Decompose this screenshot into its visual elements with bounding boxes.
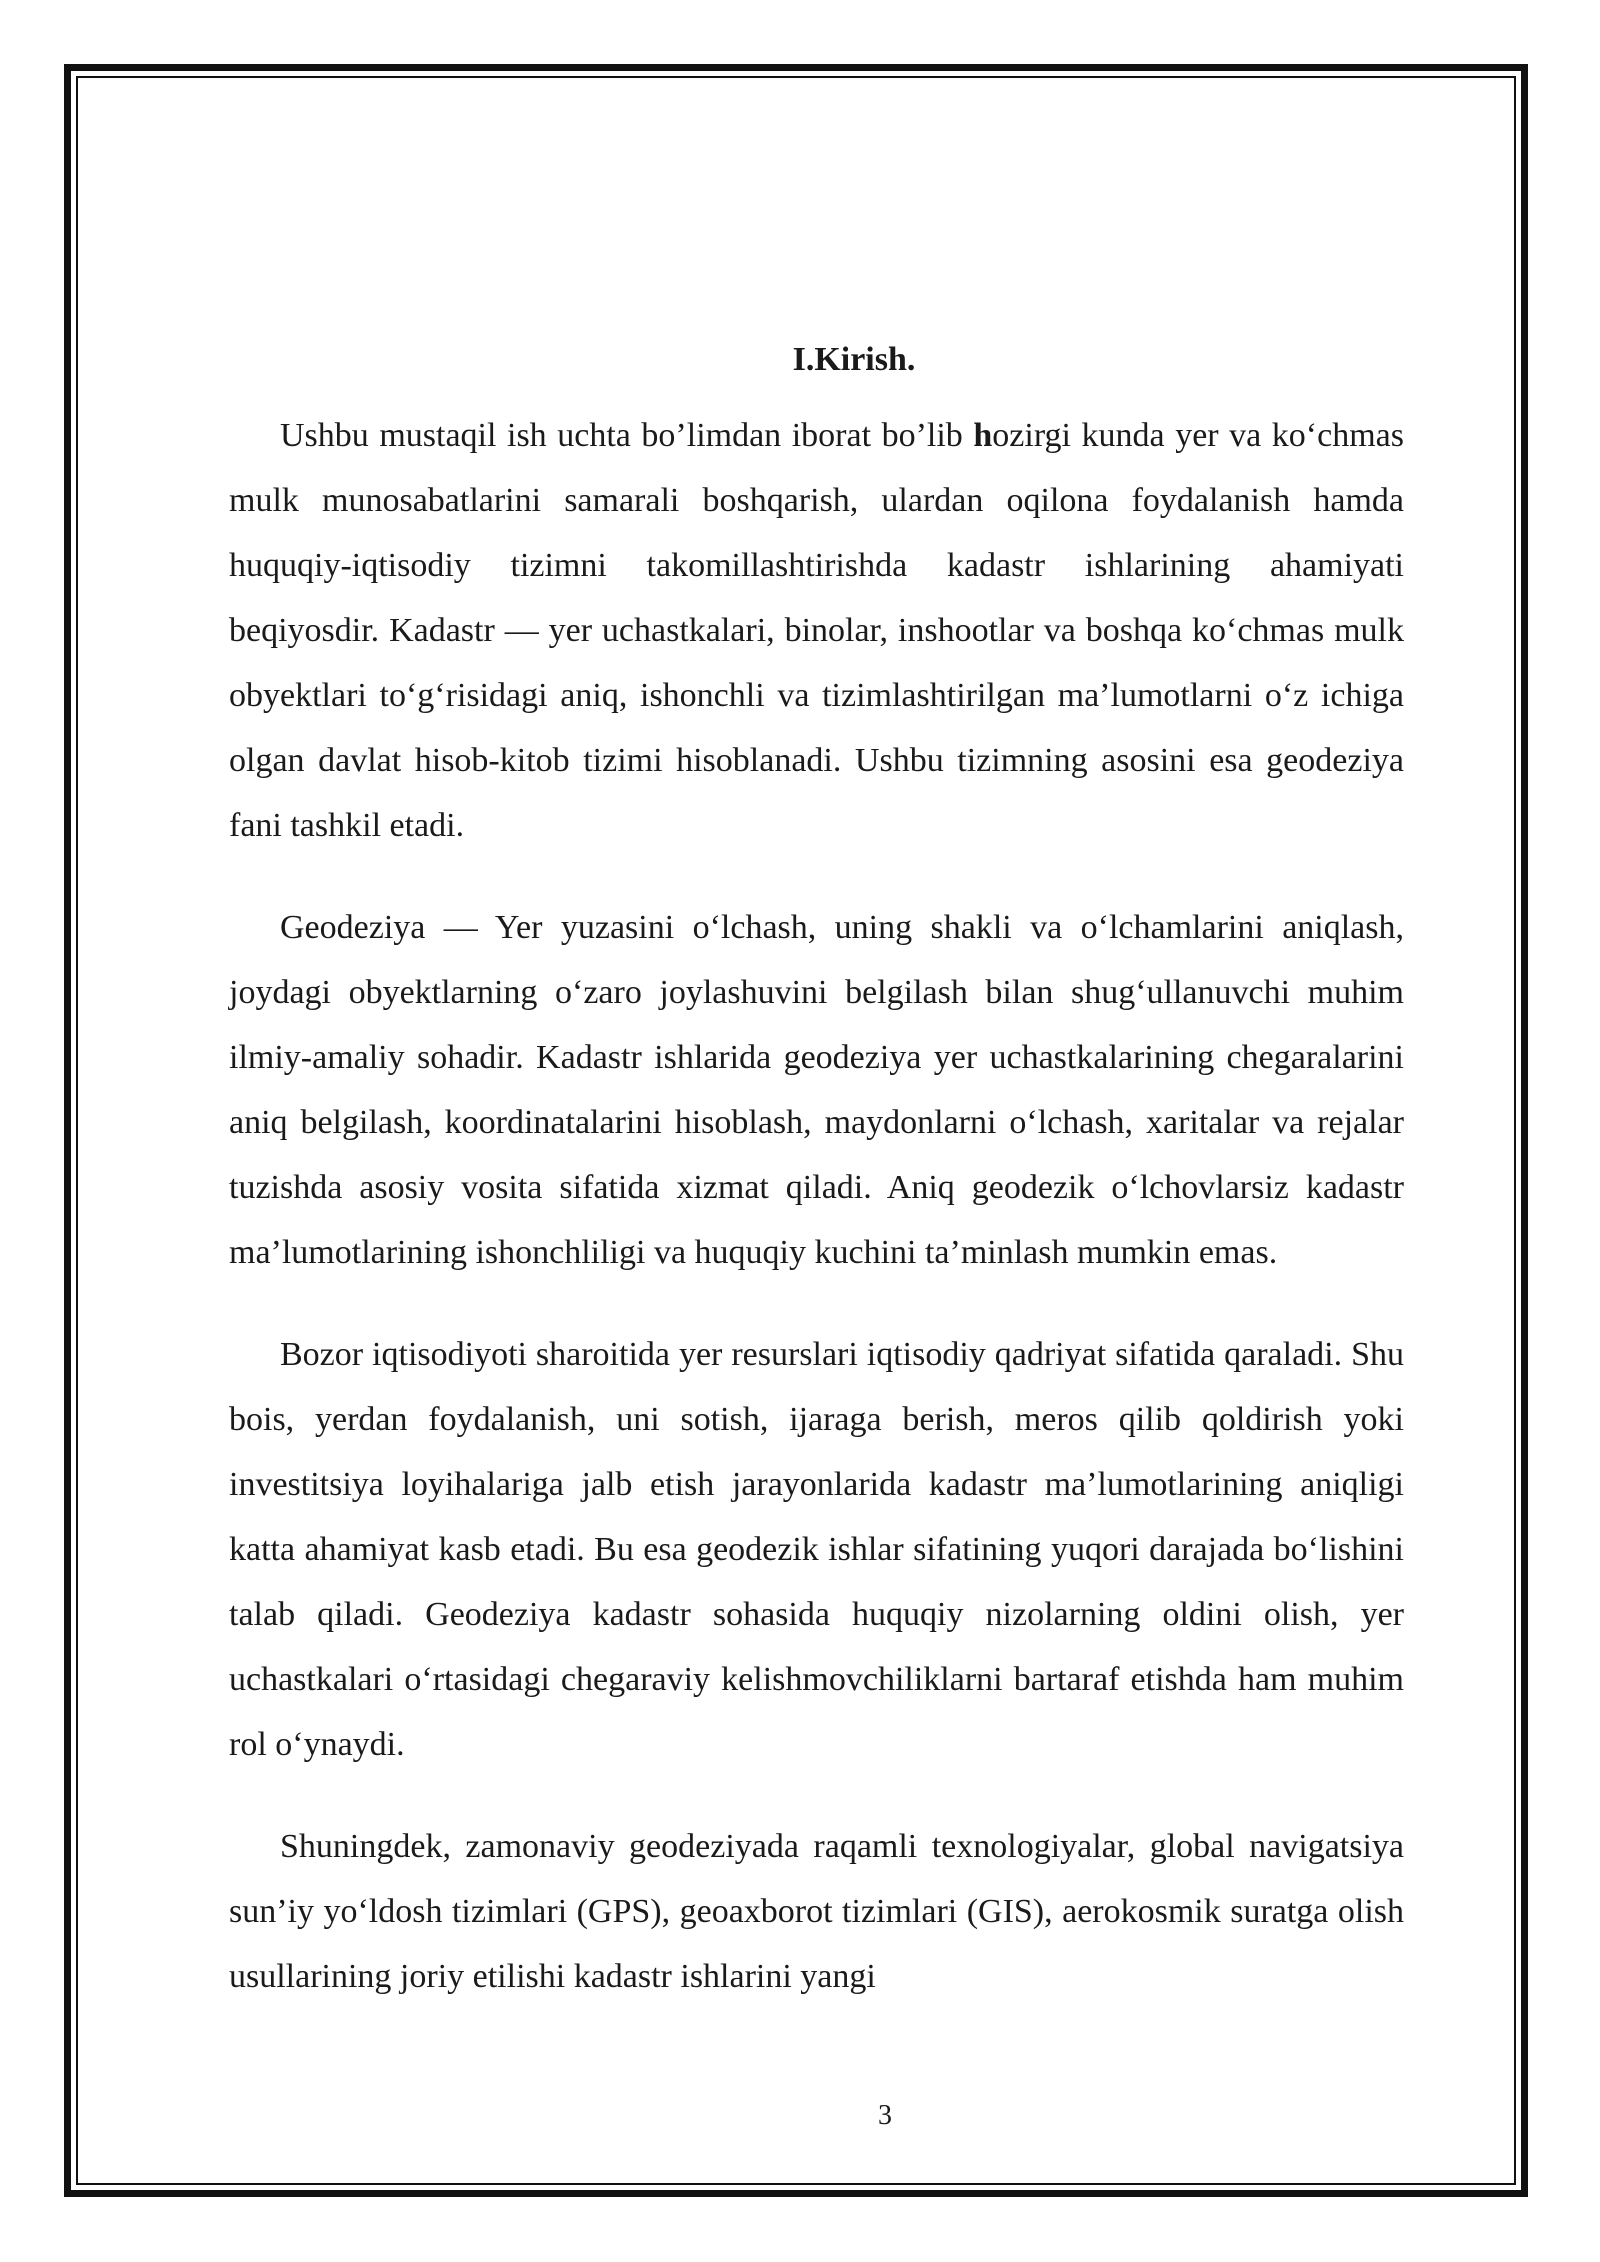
- page-number: 3: [878, 2100, 892, 2131]
- paragraph-1-start: Ushbu mustaqil ish uchta bo’limdan iborat bo’lib: [280, 417, 974, 454]
- paragraph-4: Shuningdek, zamonaviy geodeziyada raqamli texnologiyalar, global navigatsiya sun’iy yo‘ldosh tizimlari (GPS), geoaxborot tizimlari (GIS), aerokosmik suratga olish usullarining joriy etilishi kadastr ishlarini yangi: [229, 1828, 1404, 1995]
- paragraph-3: Bozor iqtisodiyoti sharoitida yer resurslari iqtisodiy qadriyat sifatida qaraladi. Shu bois, yerdan foydalanish, uni sotish, ijaraga berish, meros qilib qoldirish yoki investitsiya loyihalariga jalb etish jarayonlarida kadastr ma’lumotlarining aniqligi katta ahamiyat kasb etadi. Bu esa geodezik ishlar sifatining yuqori darajada bo‘lishini talab qiladi. Geodeziya kadastr sohasida huquqiy nizolarning oldini olish, yer uchastkalari o‘rtasidagi chegaraviy kelishmovchiliklarni bartaraf etishda ham muhim rol o‘ynaydi.: [229, 1336, 1404, 1763]
- paragraph-2: Geodeziya — Yer yuzasini o‘lchash, uning shakli va o‘lchamlarini aniqlash, joydagi obyektlarning o‘zaro joylashuvini belgilash bilan shug‘ullanuvchi muhim ilmiy-amaliy sohadir. Kadastr ishlarida geodeziya yer uchastkalarining chegaralarini aniq belgilash, koordinatalarini hisoblash, maydonlarni o‘lchash, xaritalar va rejalar tuzishda asosiy vosita sifatida xizmat qiladi. Aniq geodezik o‘lchovlarsiz kadastr ma’lumotlarining ishonchliligi va huquqiy kuchini ta’minlash mumkin emas.: [229, 909, 1404, 1271]
- paragraph-1-rest: ozirgi kunda yer va ko‘chmas mulk munosabatlarini samarali boshqarish, ulardan oqilona foydalanish hamda huquqiy-iqtisodiy tizimni takomillashtirishda kadastr ishlarining ahamiyati beqiyosdir. Kadastr — yer uchastkalari, binolar, inshootlar va boshqa ko‘chmas mulk obyektlari to‘g‘risidagi aniq, ishonchli va tizimlashtirilgan ma’lumotlarni o‘z ichiga olgan davlat hisob-kitob tizimi hisoblanadi. Ushbu tizimning asosini esa geodeziya fani tashkil etadi.: [229, 417, 1404, 844]
- section-title: I.Kirish.: [792, 341, 916, 378]
- paragraph-1: [229, 403, 1404, 858]
- document-body: [229, 340, 1404, 2009]
- paragraph-1-bold-letter: h: [973, 417, 993, 454]
